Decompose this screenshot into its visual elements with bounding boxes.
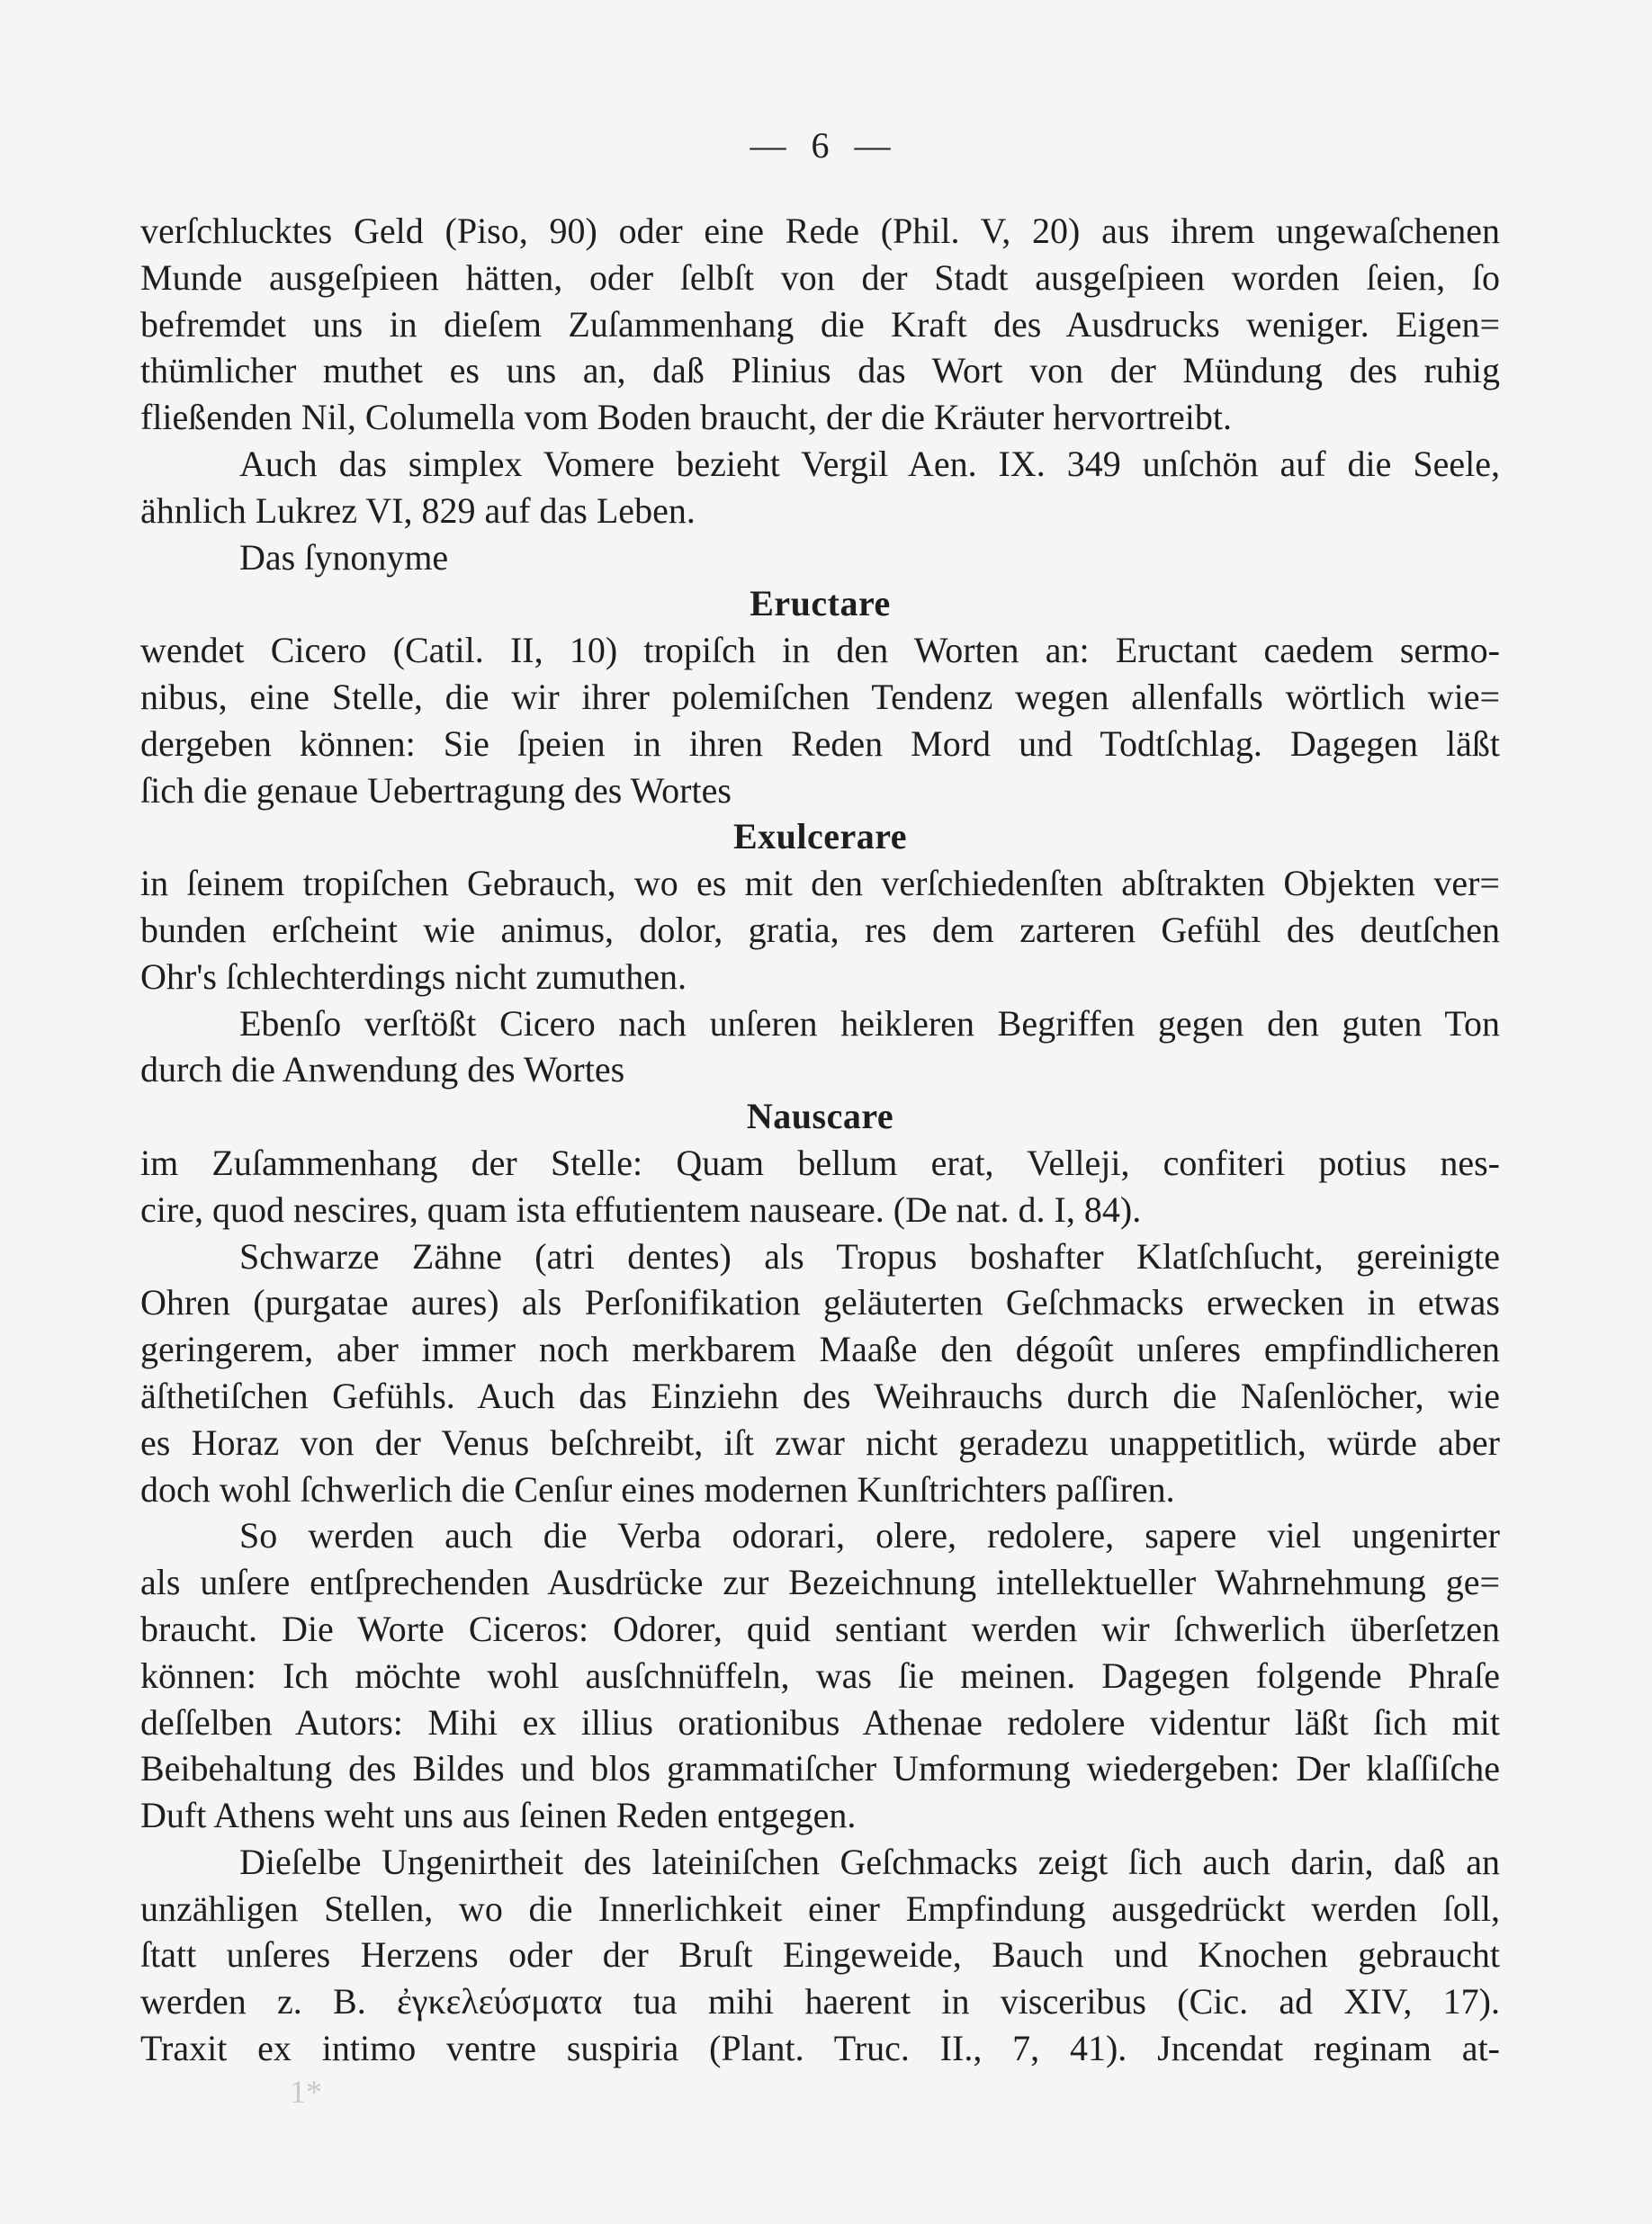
text-line: geringerem, aber immer noch merkbarem Maaße den dégoût unſeres empfindlicheren xyxy=(140,1329,1500,1370)
text-line: ſtatt unſeres Herzens oder der Bruſt Eingeweide, Bauch und Knochen gebraucht xyxy=(140,1934,1500,1976)
text-line: ſich die genaue Uebertragung des Wortes xyxy=(140,769,732,811)
text-line: Ohr's ſchlechterdings nicht zumuthen. xyxy=(140,955,687,997)
text-line: So werden auch die Verba odorari, olere, redolere, sapere viel ungenirter xyxy=(239,1515,1500,1556)
text-line: im Zuſammenhang der Stelle: Quam bellum erat, Velleji, confiteri potius nes- xyxy=(140,1142,1500,1183)
section-heading: Exulcerare xyxy=(732,816,908,857)
text-line: Das ſynonyme xyxy=(239,536,449,578)
text-line: können: Ich möchte wohl ausſchnüffeln, was ſie meinen. Dagegen folgende Phraſe xyxy=(140,1655,1500,1696)
text-line: thümlicher muthet es uns an, daß Plinius das Wort von der Mündung des ruhig xyxy=(140,350,1500,391)
text-line: in ſeinem tropiſchen Gebrauch, wo es mit den verſchiedenſten abſtrakten Objekten ver= xyxy=(140,863,1500,904)
text-line: Dieſelbe Ungenirtheit des lateiniſchen Geſchmacks zeigt ſich auch darin, daß an xyxy=(239,1841,1500,1882)
section-heading: Nauscare xyxy=(746,1096,894,1137)
text-line: fließenden Nil, Columella vom Boden braucht, der die Kräuter hervortreibt. xyxy=(140,397,1232,438)
text-line: Beibehaltung des Bildes und blos grammatiſcher Umformung wiedergeben: Der klaſſiſche xyxy=(140,1748,1500,1789)
text-line: Ebenſo verſtößt Cicero nach unſeren heikleren Begriffen gegen den guten Ton xyxy=(239,1002,1500,1044)
text-line: wendet Cicero (Catil. II, 10) tropiſch in den Worten an: Eructant caedem sermo- xyxy=(140,630,1500,671)
text-line: Duft Athens weht uns aus ſeinen Reden entgegen. xyxy=(140,1795,857,1836)
text-line: nibus, eine Stelle, die wir ihrer polemiſchen Tendenz wegen allenfalls wörtlich wie= xyxy=(140,676,1500,717)
text-line: als unſere entſprechenden Ausdrücke zur Bezeichnung intellektueller Wahrnehmung ge= xyxy=(140,1562,1500,1603)
text-line: es Horaz von der Venus beſchreibt, iſt zwar nicht geradezu unappetitlich, würde aber xyxy=(140,1421,1500,1463)
text-line: Ohren (purgatae aures) als Perſonifikation geläuterten Geſchmacks erwecken in etwas xyxy=(140,1282,1500,1323)
text-line: verſchlucktes Geld (Piso, 90) oder eine Rede (Phil. V, 20) aus ihrem ungewaſchenen xyxy=(140,211,1500,251)
text-line: äſthetiſchen Gefühls. Auch das Einziehn des Weihrauchs durch die Naſenlöcher, wie xyxy=(140,1375,1500,1416)
signature-mark: 1* xyxy=(290,2074,322,2110)
text-line: befremdet uns in dieſem Zuſammenhang die Kraft des Ausdrucks weniger. Eigen= xyxy=(140,303,1500,345)
page-number-header: — 6 — xyxy=(750,125,891,166)
text-line: durch die Anwendung des Wortes xyxy=(140,1049,625,1090)
section-heading: Eructare xyxy=(750,583,891,624)
text-line: doch wohl ſchwerlich die Cenſur eines modernen Kunſtrichters paſſiren. xyxy=(140,1468,1175,1510)
text-line: Auch das simplex Vomere bezieht Vergil Aen. IX. 349 unſchön auf die Seele, xyxy=(239,443,1500,484)
text-line: Munde ausgeſpieen hätten, oder ſelbſt von der Stadt ausgeſpieen worden ſeien, ſo xyxy=(140,256,1500,298)
text-line: cire, quod nescires, quam ista effutientem nauseare. (De nat. d. I, 84). xyxy=(140,1188,1142,1230)
text-line: dergeben können: Sie ſpeien in ihren Reden Mord und Todtſchlag. Dagegen läßt xyxy=(140,722,1500,764)
text-line: Schwarze Zähne (atri dentes) als Tropus boshafter Klatſchſucht, gereinigte xyxy=(239,1235,1500,1277)
text-line: Traxit ex intimo ventre suspiria (Plant. Truc. II., 7, 41). Jncendat reginam at- xyxy=(140,2028,1500,2069)
body-text xyxy=(140,208,1500,2072)
text-line: werden z. B. ἐγκελεύσματα tua mihi haerent in visceribus (Cic. ad XIV, 17). xyxy=(140,1981,1500,2022)
text-line: braucht. Die Worte Ciceros: Odorer, quid sentiant werden wir ſchwerlich überſetzen xyxy=(140,1608,1500,1649)
text-line: bunden erſcheint wie animus, dolor, gratia, res dem zarteren Gefühl des deutſchen xyxy=(140,909,1500,950)
text-line: ähnlich Lukrez VI, 829 auf das Leben. xyxy=(140,489,696,531)
text-line: deſſelben Autors: Mihi ex illius orationibus Athenae redolere videntur läßt ſich mit xyxy=(140,1701,1500,1743)
text-line: unzähligen Stellen, wo die Innerlichkeit einer Empfindung ausgedrückt werden ſoll, xyxy=(140,1888,1500,1929)
